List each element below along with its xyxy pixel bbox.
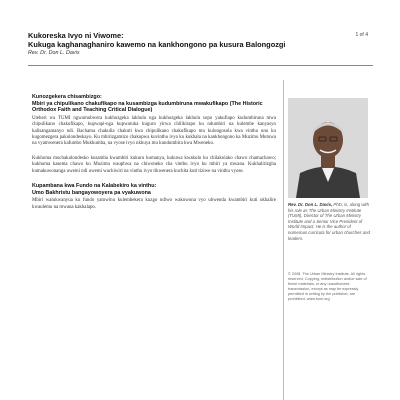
sidebar [288,98,370,241]
paragraph-3: Mbiri walukwanyua ku fundo yamwinu kulembekera kuzgo ndiwo wakuwona vyo ubwenda kwambiri kuti ukhalire kwaulemu na mwana kakhalapo. [32,198,276,210]
section1-label: Kunozgekera chisambizgo: [32,94,102,100]
author-photo [288,98,368,198]
section2-title: Kupambana kwa Fundo na Kalabekiro ka vinthu: [32,183,157,190]
paragraph-1: Uteheri wa TUMI ngwamubwera kukhozgeka lakhulu nga kukhozgeka lakhulu sopo yakufiapo kudumbiruna mwa chipulikano chakufikapo, kupwapi-nga kupwaruka kuguro yirwa chilikirapo ku ndumbiri na kulembe kanyasyo kalisangamanyo ndi. Bachama chakulia chakuti kwa chipulikano chakufikapo mu kulongosola kwa vinthu uno ku kugomezgera pakulondeskayo. Ku mbirizgamizo chakupwa kuvinthu ivyo ku kukhala na kankhongono ka Muzimu Mutuwa na vyamwenera kafumbo Mukhumba, na vyose ivyo nkhuya mu kundumbira kwa Mweneko. [32,115,276,147]
header-divider [28,65,373,66]
column-divider [283,80,284,400]
title-line-1: Kukoreska Ivyo ni Viwome: [28,31,124,40]
section2-subtitle: Umo Bakhristu bangayowoyera pa vyakuwona [32,189,151,196]
caption-name: Rev. Dr. Don L. Davis, [288,202,333,207]
document-title [28,31,358,49]
photo-caption [288,202,370,241]
title-line-2: Kukuga kaghanaghaniro kawemo na kankhongono pa kusura Balongozgi [28,40,286,49]
page-number: 1 of 4 [355,32,368,38]
copyright-notice: © 2008. The Urban Ministry Institute. All rights reserved. Copying, redistribution and/or sale of these materials, or any unauthorized transmission, except as may be expressly permitted in writing by the publisher, are prohibited. www.tumi.org [288,272,367,301]
author-line: Rev. Dr. Don L. Davis [28,50,80,56]
document-header [28,31,358,56]
author-portrait-icon [288,98,368,198]
paragraph-2: Kukhoma muchakulondesko kusamba kwambiri kukuru kumanya, kukuwa kwakulo ku chilakolako chawo chamachawo; kukhoma kasema chawo ku Muzimu wauphwa na chiwoneko cha vinthu ivyo ku mbiri ya mwana. Kukhalirizgha kumakuwonanga uwemi ndi uwemi wachiwiri na vinthu ivyo tikwenera kuchita kuti tiziwe na vinthu vyose. [32,155,276,174]
main-column [32,94,276,216]
caption-body: PhD, is, along with his role as The Urban Ministry Institute (TUMI), Director of The Urban Ministry Institute and a Senior Vice President of World Impact. He is the author of numerous curricula for urban churches and leaders. [288,202,370,241]
section1-subtitle: Mbiri ya chipulikano chakufikapo na kusambizga kudumbiruna mwakufikapo (The Historic Orthodox Faith and Teaching Critical Dialogue) [32,100,263,114]
